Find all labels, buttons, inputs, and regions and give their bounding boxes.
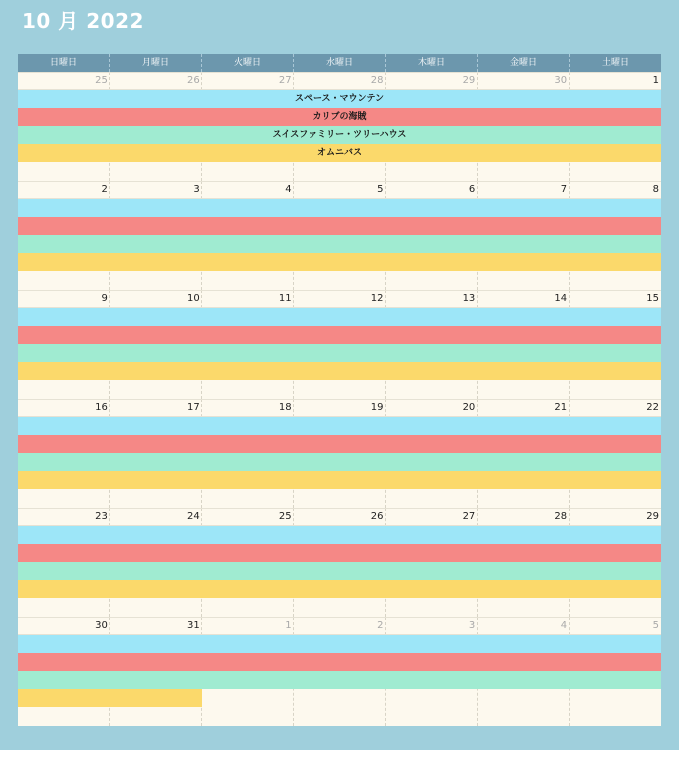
date-row	[18, 72, 661, 90]
event-bar[interactable]: オムニバス	[18, 144, 661, 162]
event-bar[interactable]	[18, 453, 661, 471]
day-number[interactable]: 9	[101, 293, 108, 304]
day-number[interactable]: 5	[377, 184, 384, 195]
day-number[interactable]: 26	[186, 75, 200, 86]
day-number[interactable]: 16	[95, 402, 108, 413]
event-bar[interactable]	[18, 562, 661, 580]
day-number[interactable]: 12	[370, 293, 384, 304]
event-bar[interactable]: スペース・マウンテン	[18, 90, 661, 108]
calendar-week	[18, 399, 661, 508]
day-number[interactable]: 30	[554, 75, 568, 86]
week-spacer	[18, 162, 661, 181]
event-bar[interactable]: カリブの海賊	[18, 108, 661, 126]
date-row	[18, 617, 661, 635]
day-number[interactable]: 28	[370, 75, 384, 86]
day-number[interactable]: 23	[95, 511, 108, 522]
day-number[interactable]: 15	[646, 293, 660, 304]
day-number[interactable]: 17	[186, 402, 200, 413]
day-number[interactable]: 20	[462, 402, 476, 413]
weekday-saturday: 土曜日	[569, 54, 661, 72]
day-number[interactable]: 11	[278, 293, 292, 304]
event-bar[interactable]	[18, 253, 661, 271]
weekday-sunday: 日曜日	[49, 58, 77, 68]
day-number[interactable]: 1	[652, 75, 660, 86]
day-number[interactable]: 18	[278, 402, 292, 413]
day-number[interactable]: 30	[95, 620, 108, 631]
event-bar[interactable]	[18, 689, 202, 707]
event-bar[interactable]	[18, 671, 661, 689]
day-number[interactable]: 24	[186, 511, 200, 522]
date-row	[18, 508, 661, 526]
event-bar[interactable]	[18, 199, 661, 217]
month-calendar	[18, 54, 661, 726]
week-spacer	[18, 271, 661, 290]
day-number[interactable]: 27	[462, 511, 476, 522]
day-number[interactable]: 21	[554, 402, 568, 413]
week-spacer	[18, 707, 661, 726]
date-row	[18, 399, 661, 417]
event-bar[interactable]	[18, 635, 661, 653]
weekday-tuesday: 火曜日	[201, 54, 293, 72]
day-number[interactable]: 28	[554, 511, 568, 522]
day-number[interactable]: 19	[370, 402, 384, 413]
day-number[interactable]: 31	[186, 620, 200, 631]
day-number[interactable]: 4	[560, 620, 568, 631]
day-number[interactable]: 3	[468, 620, 476, 631]
week-spacer	[18, 380, 661, 399]
day-number[interactable]: 10	[186, 293, 200, 304]
week-spacer	[18, 489, 661, 508]
day-number[interactable]: 3	[193, 184, 200, 195]
day-number[interactable]: 29	[646, 511, 660, 522]
day-number[interactable]: 25	[278, 511, 292, 522]
event-bar[interactable]	[18, 471, 661, 489]
weekday-monday: 月曜日	[109, 54, 201, 72]
event-bar[interactable]	[18, 417, 661, 435]
day-number[interactable]: 1	[285, 620, 292, 631]
day-number[interactable]: 25	[95, 75, 108, 86]
calendar-week	[18, 72, 661, 181]
day-number[interactable]: 4	[285, 184, 292, 195]
event-bar[interactable]	[18, 580, 661, 598]
calendar-week	[18, 508, 661, 617]
event-bar[interactable]	[18, 653, 661, 671]
event-bar[interactable]: スイスファミリー・ツリーハウス	[18, 126, 661, 144]
event-bar[interactable]	[18, 217, 661, 235]
date-row	[18, 181, 661, 199]
weekday-friday: 金曜日	[477, 54, 569, 72]
weekday-wednesday: 水曜日	[293, 54, 385, 72]
date-row	[18, 290, 661, 308]
day-number[interactable]: 14	[554, 293, 568, 304]
event-bar[interactable]	[18, 544, 661, 562]
event-bar[interactable]	[18, 526, 661, 544]
event-bar[interactable]	[18, 362, 661, 380]
calendar-week	[18, 181, 661, 290]
weekday-thursday: 木曜日	[385, 54, 477, 72]
day-number[interactable]: 2	[377, 620, 384, 631]
page-title: 10 月 2022	[22, 9, 144, 33]
calendar-weeks	[18, 72, 661, 726]
calendar-week	[18, 290, 661, 399]
day-number[interactable]: 29	[462, 75, 476, 86]
day-number[interactable]: 6	[468, 184, 476, 195]
day-number[interactable]: 7	[560, 184, 568, 195]
event-bar[interactable]	[18, 435, 661, 453]
day-number[interactable]: 22	[646, 402, 660, 413]
week-spacer	[18, 598, 661, 617]
day-number[interactable]: 27	[278, 75, 292, 86]
event-bar[interactable]	[18, 308, 661, 326]
event-bar[interactable]	[18, 344, 661, 362]
day-number[interactable]: 8	[652, 184, 660, 195]
event-bar[interactable]	[18, 326, 661, 344]
day-number[interactable]: 13	[462, 293, 476, 304]
event-bar[interactable]	[18, 235, 661, 253]
day-number[interactable]: 5	[652, 620, 660, 631]
calendar-week	[18, 617, 661, 726]
day-number[interactable]: 2	[101, 184, 108, 195]
day-number[interactable]: 26	[370, 511, 384, 522]
weekday-header	[18, 54, 661, 72]
